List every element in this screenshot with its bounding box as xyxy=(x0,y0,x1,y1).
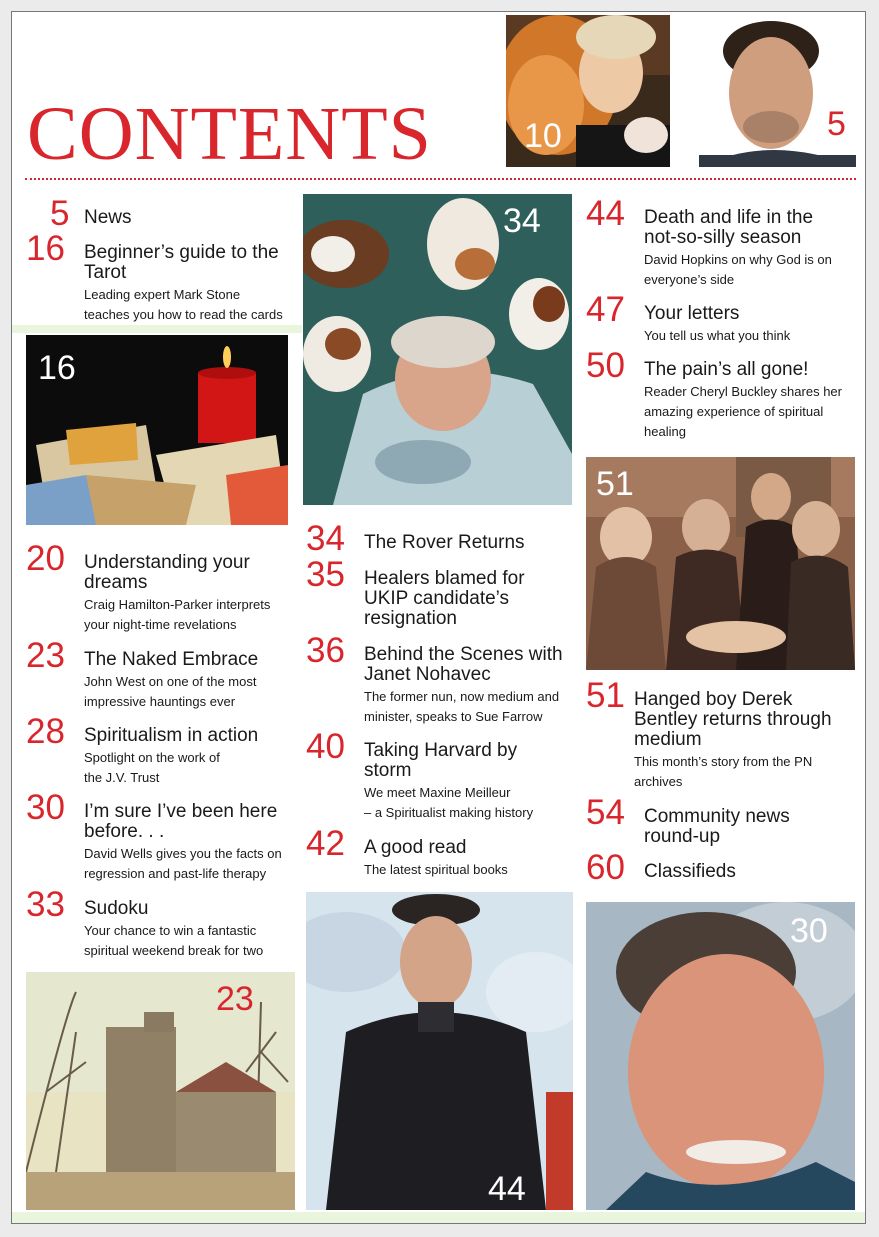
toc-description: Spotlight on the work of the J.V. Trust xyxy=(84,750,220,785)
toc-description: The latest spiritual books xyxy=(364,862,508,877)
toc-heading: Beginner’s guide to the Tarot xyxy=(84,242,279,283)
toc-heading: A good read xyxy=(364,837,467,858)
toc-description: We meet Maxine Meilleur – a Spiritualist making history xyxy=(364,785,534,820)
toc-heading: Understanding your dreams xyxy=(84,552,250,593)
photo-man-with-cap xyxy=(306,892,573,1210)
toc-heading: Spiritualism in action xyxy=(84,725,259,746)
toc-heading: Behind the Scenes with Janet Nohavec xyxy=(364,644,563,685)
toc-page-number: 23 xyxy=(26,636,65,675)
toc-heading: The Naked Embrace xyxy=(84,649,259,670)
toc-page-number: 33 xyxy=(26,885,65,924)
toc-heading: Healers blamed for UKIP candidate’s resignation xyxy=(364,568,525,629)
toc-page-number: 5 xyxy=(50,194,70,233)
toc-page-number: 36 xyxy=(306,631,345,670)
toc-page-number: 47 xyxy=(586,290,625,329)
toc-page-number: 51 xyxy=(586,676,625,715)
photo-page-number: 34 xyxy=(503,202,541,240)
toc-page-number: 50 xyxy=(586,346,625,385)
photo-page-number: 30 xyxy=(790,912,828,950)
toc-description: The former nun, now medium and minister, speaks to Sue Farrow xyxy=(364,689,560,724)
toc-heading: I’m sure I’ve been here before. . . xyxy=(84,801,278,842)
toc-description: This month’s story from the PN archives xyxy=(634,754,813,789)
photo-smiling-man xyxy=(586,902,855,1210)
dotted-divider xyxy=(25,178,856,180)
toc-page-number: 35 xyxy=(306,555,345,594)
photo-man-portrait xyxy=(699,15,856,167)
contents-page xyxy=(11,11,866,1224)
toc-description: You tell us what you think xyxy=(644,328,791,343)
photo-page-number: 16 xyxy=(38,349,76,387)
toc-page-number: 30 xyxy=(26,788,65,827)
toc-heading: Community news round-up xyxy=(644,806,790,847)
toc-heading: News xyxy=(84,207,132,228)
toc-heading: The Rover Returns xyxy=(364,532,525,553)
toc-heading: Death and life in the not-so-silly season xyxy=(644,207,814,248)
photo-old-church xyxy=(26,972,295,1210)
toc-page-number: 28 xyxy=(26,712,65,751)
photo-page-number: 51 xyxy=(596,465,634,503)
decorative-band xyxy=(12,1212,866,1224)
photo-page-number: 44 xyxy=(488,1170,526,1208)
photo-page-number: 5 xyxy=(827,105,846,143)
photo-page-number: 23 xyxy=(216,980,254,1018)
page-title: CONTENTS xyxy=(27,92,432,176)
photo-page-number: 10 xyxy=(524,117,562,155)
toc-description: Reader Cheryl Buckley shares her amazing experience of spiritual healing xyxy=(644,384,842,439)
toc-page-number: 40 xyxy=(306,727,345,766)
toc-description: David Hopkins on why God is on everyone’s side xyxy=(644,252,832,287)
toc-description: David Wells gives you the facts on regression and past-life therapy xyxy=(84,846,282,881)
toc-description: Your chance to win a fantastic spiritual weekend break for two xyxy=(84,923,264,958)
toc-heading: Classifieds xyxy=(644,861,736,882)
photo-woman-with-dog xyxy=(506,15,670,167)
toc-page-number: 54 xyxy=(586,793,625,832)
toc-heading: The pain’s all gone! xyxy=(644,359,809,380)
toc-heading: Hanged boy Derek Bentley returns through medium xyxy=(634,689,832,750)
toc-description: John West on one of the most impressive hauntings ever xyxy=(84,674,257,709)
toc-heading: Your letters xyxy=(644,303,740,324)
toc-page-number: 16 xyxy=(26,229,65,268)
photo-man-with-dogs xyxy=(303,194,572,505)
toc-page-number: 44 xyxy=(586,194,625,233)
toc-page-number: 60 xyxy=(586,848,625,887)
toc-heading: Taking Harvard by storm xyxy=(364,740,518,781)
photo-tarot-cards-candle xyxy=(26,335,288,525)
toc-description: Craig Hamilton-Parker interprets your night-time revelations xyxy=(84,597,271,632)
toc-heading: Sudoku xyxy=(84,898,149,919)
toc-description: Leading expert Mark Stone teaches you how to read the cards xyxy=(84,287,283,322)
toc-page-number: 42 xyxy=(306,824,345,863)
decorative-band xyxy=(12,325,302,333)
photo-seance-group xyxy=(586,457,855,670)
toc-page-number: 34 xyxy=(306,519,345,558)
toc-page-number: 20 xyxy=(26,539,65,578)
